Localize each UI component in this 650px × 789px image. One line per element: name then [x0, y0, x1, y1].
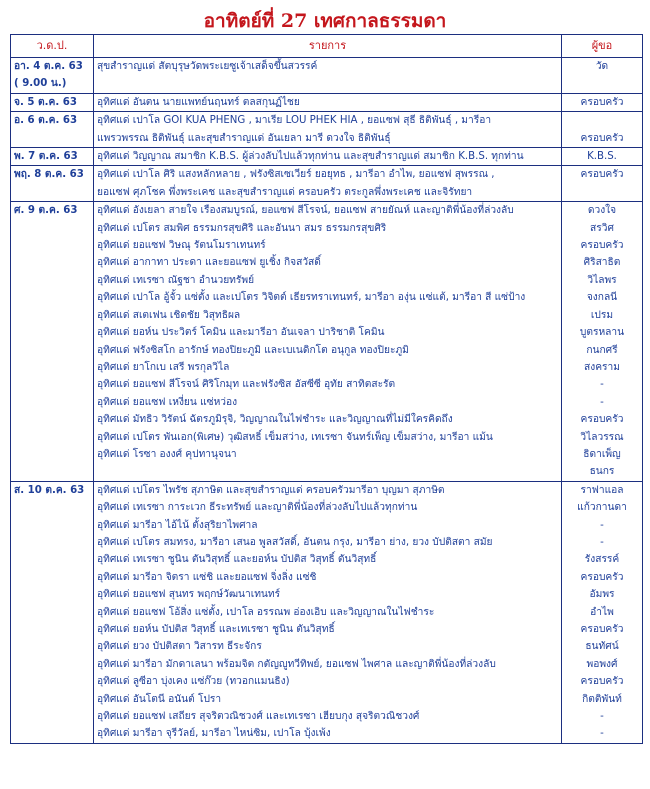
requester-line: วัด [595, 61, 609, 72]
date-line: อ. 6 ต.ค. 63 [14, 115, 78, 127]
date-line: ส. 10 ต.ค. 63 [14, 484, 85, 496]
requester-line: ครอบครัว [580, 240, 624, 252]
requester-line: จงกลนี [586, 292, 618, 304]
requester-line: ครอบครัว [580, 414, 624, 426]
requester-line: สงคราม [584, 361, 620, 373]
date-cell [11, 93, 94, 111]
date-cell [11, 166, 94, 202]
requester-line: ราฟาแอล [580, 484, 624, 496]
requester-line: ธิดาเพ็ญ [583, 448, 621, 460]
requester-line: - [600, 379, 604, 391]
items-cell [94, 93, 562, 111]
items-cell [94, 166, 562, 202]
table-row [11, 148, 643, 166]
header-date: ว.ด.ป. [11, 35, 94, 58]
intention-line: อุทิศแด่ มารีอา จิตรา แซ่ชิ และยอแซฟ จิ่งลิ่ง แซ่ชิ [97, 571, 317, 583]
requester-line: อำไพ [590, 606, 614, 618]
intention-line: อุทิศแด่ ยาโกเบ เสรี พรกุลวิไล [97, 361, 230, 373]
intention-line: อุทิศแด่ มารีอา มักดาเลนา พร้อมจิต กตัญญูทวีทิพย์, ยอแซฟ ไพศาล และญาติพี่น้องที่ล่วงลับ [97, 658, 496, 670]
table-row [11, 202, 643, 482]
requester-line: ครอบครัว [580, 676, 624, 688]
intention-line: อุทิศแด่ ยอแซฟ เหงี่ยน แซ่หว่อง [97, 396, 238, 408]
intention-line: อุทิศแด่ ยอห์น บัปติส วิสุทธิ์ และเทเรซา ชูนิน ตันวิสุทธิ์ [97, 624, 335, 635]
requester-cell [562, 481, 643, 743]
header-requester: ผู้ขอ [562, 35, 643, 58]
requester-cell [562, 93, 643, 111]
intention-line: อุทิศแด่ อันโตนี อนันต์ โปรา [97, 693, 222, 705]
intention-line: อุทิศแด่ มารีอา ไอ้ไน้ ตั้งสุริยาไพศาล [97, 519, 258, 531]
requester-line: ธนทัศน์ [585, 641, 619, 653]
intention-line: อุทิศแด่ มัทธิว วิรัตน์ ฉัตรภูมิรุจิ, วิญญาณในไฟชำระ และวิญญาณที่ไม่มีใครคิดถึง [97, 414, 453, 426]
requester-line: วิไลวรรณ [580, 431, 624, 443]
mass-intention-table [10, 34, 643, 744]
intention-line: อุทิศแด่ ยอแซฟ วิษณุ รัตนโมราเทนทร์ [97, 240, 266, 252]
intention-line: อุทิศแด่ สเตเฟน เชิดชัย วิสุทธิผล [97, 309, 241, 321]
requester-line: ดวงใจ [587, 205, 617, 217]
date-cell [11, 202, 94, 482]
date-line: จ. 5 ต.ค. 63 [14, 96, 77, 108]
table-row [11, 481, 643, 743]
requester-line: ครอบครัว [580, 132, 624, 144]
date-cell [11, 58, 94, 94]
requester-line: บูตรหลาน [579, 327, 625, 339]
requester-cell [562, 112, 643, 148]
header-items: รายการ [94, 35, 562, 58]
intention-line: อุทิศแด่ เปโตร สมทรง, มารีอา เสนอ พูลสวัสดิ์, อันตน กรุง, มารีอา ย่าง, ยวง บัปติสตา สมัย [97, 536, 493, 548]
requester-line: เปรม [590, 309, 614, 321]
table-row [11, 166, 643, 202]
intention-line: อุทิศแด่ เปโตร สมพิศ ธรรมกรสุขศิริ และอันนา สมร ธรรมกรสุขศิริ [97, 222, 387, 234]
requester-line: พอพงศ์ [586, 658, 618, 670]
items-cell [94, 148, 562, 166]
requester-line: กนกศรี [586, 344, 618, 356]
intention-line: อุทิศแด่ อันตน นายแพทย์นฤนทร์ ตลสกุนฏ์ไชย [97, 96, 300, 108]
intention-line: อุทิศแด่ ยอแซฟ โอ้สิ่ง แซ่ตั้ง, เปาโล อรรณพ อ่องเอิบ และวิญญาณในไฟชำระ [97, 606, 435, 618]
intention-line: อุทิศแด่ ยอแซฟ สีโรจน์ ศิริโกมุท และฟรังซิส อัสซีซี อุทัย สาทิตสะรัต [97, 379, 396, 391]
table-header-row [11, 35, 643, 58]
intention-line: อุทิศแด่ เปโตร พันเอก(พิเศษ) วุฒิสหธิ์ เข็มสว่าง, เทเรซา จันทร์เพ็ญ เข็มสว่าง, มารีอา แม้น [97, 431, 493, 443]
intention-line: อุทิศแด่ อังเยลา สายใจ เรืองสมบูรณ์, ยอแซฟ สีโรจน์, ยอแซฟ สายยัณห์ และญาติพี่น้องที่ล่วงลับ [97, 205, 514, 217]
intention-line: อุทิศแด่ เปาโล GOI KUA PHENG , มาเรีย LOU PHEK HIA , ยอแซฟ สุธี ธิติพันธุ์ , มารีอา [97, 115, 492, 127]
intention-line: อุทิศแด่ ฟรังซิสโก อารักษ์ ทองปิยะภูมิ และเบเนดิกโต อนุกูล ทองปิยะภูมิ [97, 344, 409, 356]
requester-line: กิตติพันท์ [582, 693, 622, 705]
date-cell [11, 148, 94, 166]
intention-line: สุขสำราญแด่ สัตบุรุษวัดพระเยซูเจ้าเสด็จขึ้นสวรรค์ [97, 61, 318, 72]
date-line: ศ. 9 ต.ค. 63 [14, 205, 78, 217]
intention-line: แพรวพรรณ ธิติพันธุ์ และสุขสำราญแด่ อันเยลา มารี ดวงใจ ธิติพันธุ์ [97, 132, 391, 144]
requester-line: ครอบครัว [580, 169, 624, 181]
date-line: อา. 4 ต.ค. 63 [14, 61, 83, 72]
requester-cell [562, 58, 643, 94]
date-line: ( 9.00 น.) [14, 78, 67, 90]
intention-line: อุทิศแด่ โรซา องงศ์ คุปทานุจนา [97, 448, 237, 460]
requester-line: ศิริสาธิต [583, 257, 621, 269]
requester-line: - [600, 519, 604, 531]
table-row [11, 93, 643, 111]
items-cell [94, 58, 562, 94]
date-cell [11, 481, 94, 743]
requester-cell [562, 166, 643, 202]
requester-cell [562, 148, 643, 166]
intention-line: อุทิศแด่ ยวง บัปติสตา วิสารท ธีระจักร [97, 641, 262, 653]
items-cell [94, 481, 562, 743]
requester-line [565, 184, 639, 201]
table-row [11, 58, 643, 94]
intention-line: อุทิศแด่ ลูซีอา บุ่งเคง แซ่ก๊วย (ทวอกแมนธิง) [97, 676, 290, 688]
requester-line: อัมพร [589, 589, 615, 601]
table-body [11, 58, 643, 744]
requester-line: - [600, 536, 604, 548]
table-row [11, 112, 643, 148]
intention-line: อุทิศแด่ เปโตร ไพรัช สุภาษิต และสุขสำราญแด่ ครอบครัวมารีอา บุญมา สุภาษิต [97, 484, 445, 496]
date-line: พฤ. 8 ต.ค. 63 [14, 169, 84, 181]
requester-line: ครอบครัว [580, 571, 624, 583]
requester-line: ครอบครัว [580, 96, 624, 108]
intention-line: อุทิศแด่ เทเรซา ณัฐชา อำนวยทรัพย์ [97, 274, 255, 286]
requester-line: สรวิศ [590, 222, 614, 234]
intention-line: ยอแซฟ ศุภโชค พึ่งพระเคช และสุขสำราญแด่ ครอบครัว ตระกูลพึ่งพระเคช และจิรัทยา [97, 186, 473, 198]
requester-line: - [600, 396, 604, 408]
intention-line: อุทิศแด่ เปาโล ศิริ แสงหลักหลาย , ฟรังซิสเซเวียร์ ยอยุทธ , มารีอา อำไพ, ยอแซฟ สุพรรณ , [97, 169, 495, 181]
intention-line: อุทิศแด่ อากาทา ประดา และยอแซฟ ยูเชิ้ง กิจสวัสดิ์ [97, 257, 321, 269]
intention-line: อุทิศแด่ เปาโล อู้จั้ว แซ่ตั้ง และเปโตร วิจิตต์ เธียรทราเทนทร์, มารีอา องุ่น แซ่แต้, มารีอา สี แซ่ป้าง [97, 292, 526, 304]
requester-line: รังสรรค์ [584, 554, 620, 566]
intention-line: อุทิศแด่ มารีอา จุรีวัลย์, มารีอา ไหน่ซิม, เปาโล บุ้งเพ้ง [97, 728, 331, 740]
intention-line: อุทิศแด่ ยอแซฟ สุนทร พฤกษ์วัฒนาเทนทร์ [97, 589, 281, 601]
requester-line: - [600, 711, 604, 723]
items-cell [94, 202, 562, 482]
requester-line [565, 112, 639, 129]
requester-line: - [600, 728, 604, 740]
intention-line: อุทิศแด่ เทเรซา ชูนิน ตันวิสุทธิ์ และยอห์น บัปติส วิสุทธิ์ ตันวิสุทธิ์ [97, 554, 377, 566]
date-cell [11, 112, 94, 148]
intention-line: อุทิศแด่ วิญญาณ สมาชิก K.B.S. ผู้ล่วงลับไปแล้วทุกท่าน และสุขสำราญแด่ สมาชิก K.B.S. ทุกท่าน [97, 151, 524, 163]
requester-line: K.B.S. [587, 151, 617, 163]
requester-line: วิไลพร [587, 274, 617, 286]
requester-cell [562, 202, 643, 482]
requester-line: ครอบครัว [580, 624, 624, 635]
page-title: อาทิตย์ที่ 27 เทศกาลธรรมดา [203, 10, 447, 32]
requester-line: ธนกร [589, 466, 615, 478]
requester-line: แก้วกานดา [577, 502, 627, 514]
date-line: พ. 7 ต.ค. 63 [14, 151, 78, 163]
intention-line: อุทิศแด่ เทเรซา การะเวก ธีระทรัพย์ และญาติพี่น้องที่ล่วงลับไปแล้วทุกท่าน [97, 502, 418, 514]
intention-line: อุทิศแด่ ยอห์น ประวิตร์ โคมิน และมารีอา อันเจลา ปาริชาติ โคมิน [97, 327, 385, 339]
intention-line: อุทิศแด่ ยอแซฟ เสถียร สุจริตวณิชวงศ์ และเทเรซา เฮียบกุง สุจริตวณิชวงศ์ [97, 711, 420, 723]
items-cell [94, 112, 562, 148]
